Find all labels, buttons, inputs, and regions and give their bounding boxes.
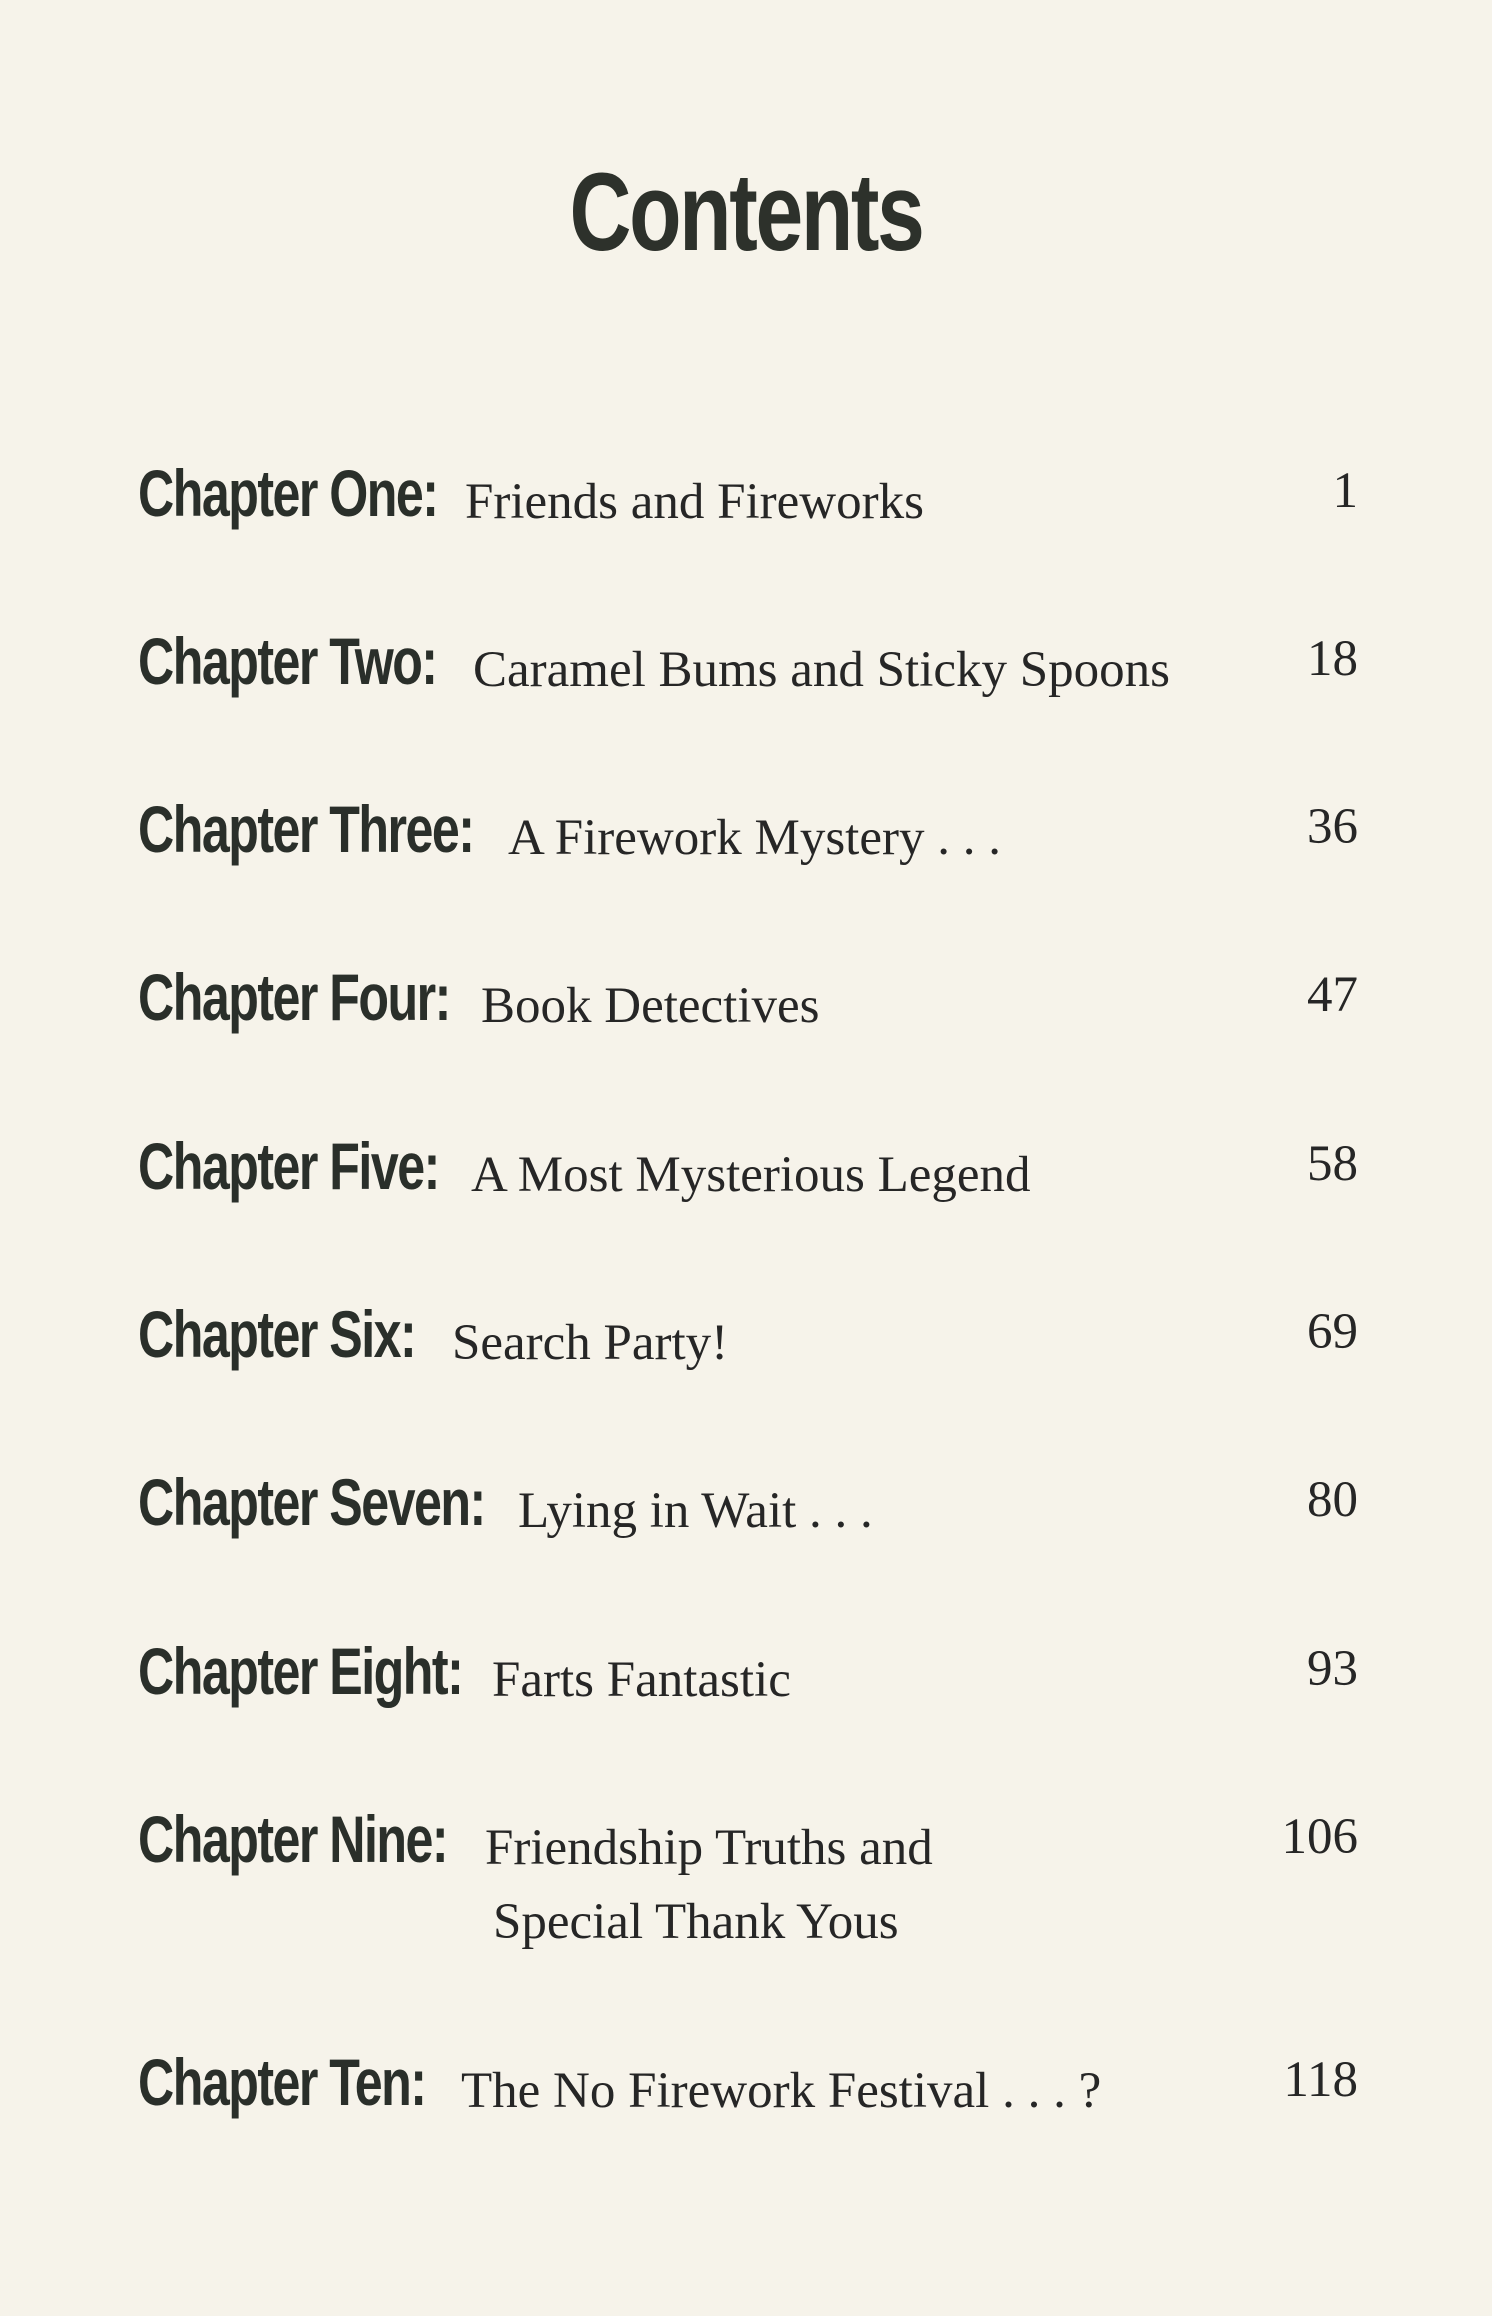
page-number: 47 bbox=[1307, 967, 1358, 1023]
chapter-label: Chapter Six: bbox=[138, 1297, 416, 1371]
chapter-title: A Firework Mystery . . . bbox=[508, 810, 1001, 866]
page-title: Contents bbox=[569, 151, 923, 274]
toc-entry bbox=[138, 456, 1358, 550]
chapter-title-line2: Special Thank Yous bbox=[493, 1894, 899, 1950]
page-number: 69 bbox=[1307, 1304, 1358, 1360]
chapter-label: Chapter Nine: bbox=[138, 1802, 448, 1876]
toc-entry bbox=[138, 1634, 1358, 1728]
toc-entry bbox=[138, 2045, 1358, 2139]
chapter-title: The No Firework Festival . . . ? bbox=[461, 2063, 1102, 2119]
chapter-label: Chapter One: bbox=[138, 456, 438, 530]
page-number: 18 bbox=[1307, 631, 1358, 687]
chapter-label: Chapter Five: bbox=[138, 1129, 439, 1203]
chapter-label: Chapter Three: bbox=[138, 792, 474, 866]
chapter-label: Chapter Two: bbox=[138, 624, 437, 698]
toc-entry bbox=[138, 792, 1358, 886]
chapter-label: Chapter Eight: bbox=[138, 1634, 463, 1708]
chapter-title: Lying in Wait . . . bbox=[518, 1483, 873, 1539]
chapter-title: Farts Fantastic bbox=[492, 1652, 791, 1708]
chapter-label: Chapter Seven: bbox=[138, 1465, 485, 1539]
toc-entry bbox=[138, 1297, 1358, 1391]
page-number: 1 bbox=[1332, 463, 1358, 519]
chapter-title: Friends and Fireworks bbox=[465, 474, 924, 530]
page-number: 36 bbox=[1307, 799, 1358, 855]
toc-entry bbox=[138, 1802, 1358, 1976]
page-number: 106 bbox=[1281, 1809, 1358, 1865]
chapter-title: Friendship Truths and bbox=[485, 1820, 933, 1876]
toc-entry bbox=[138, 1465, 1358, 1559]
page-number: 58 bbox=[1307, 1136, 1358, 1192]
chapter-title: Search Party! bbox=[452, 1315, 729, 1371]
chapter-label: Chapter Four: bbox=[138, 960, 450, 1034]
toc-entry bbox=[138, 624, 1358, 718]
chapter-label: Chapter Ten: bbox=[138, 2045, 426, 2119]
page-number: 80 bbox=[1307, 1472, 1358, 1528]
toc-entry bbox=[138, 960, 1358, 1054]
chapter-title: Book Detectives bbox=[481, 978, 820, 1034]
page-number: 93 bbox=[1307, 1641, 1358, 1697]
chapter-title: Caramel Bums and Sticky Spoons bbox=[473, 642, 1170, 698]
toc-entry bbox=[138, 1129, 1358, 1223]
page-number: 118 bbox=[1283, 2052, 1358, 2108]
chapter-title: A Most Mysterious Legend bbox=[471, 1147, 1031, 1203]
